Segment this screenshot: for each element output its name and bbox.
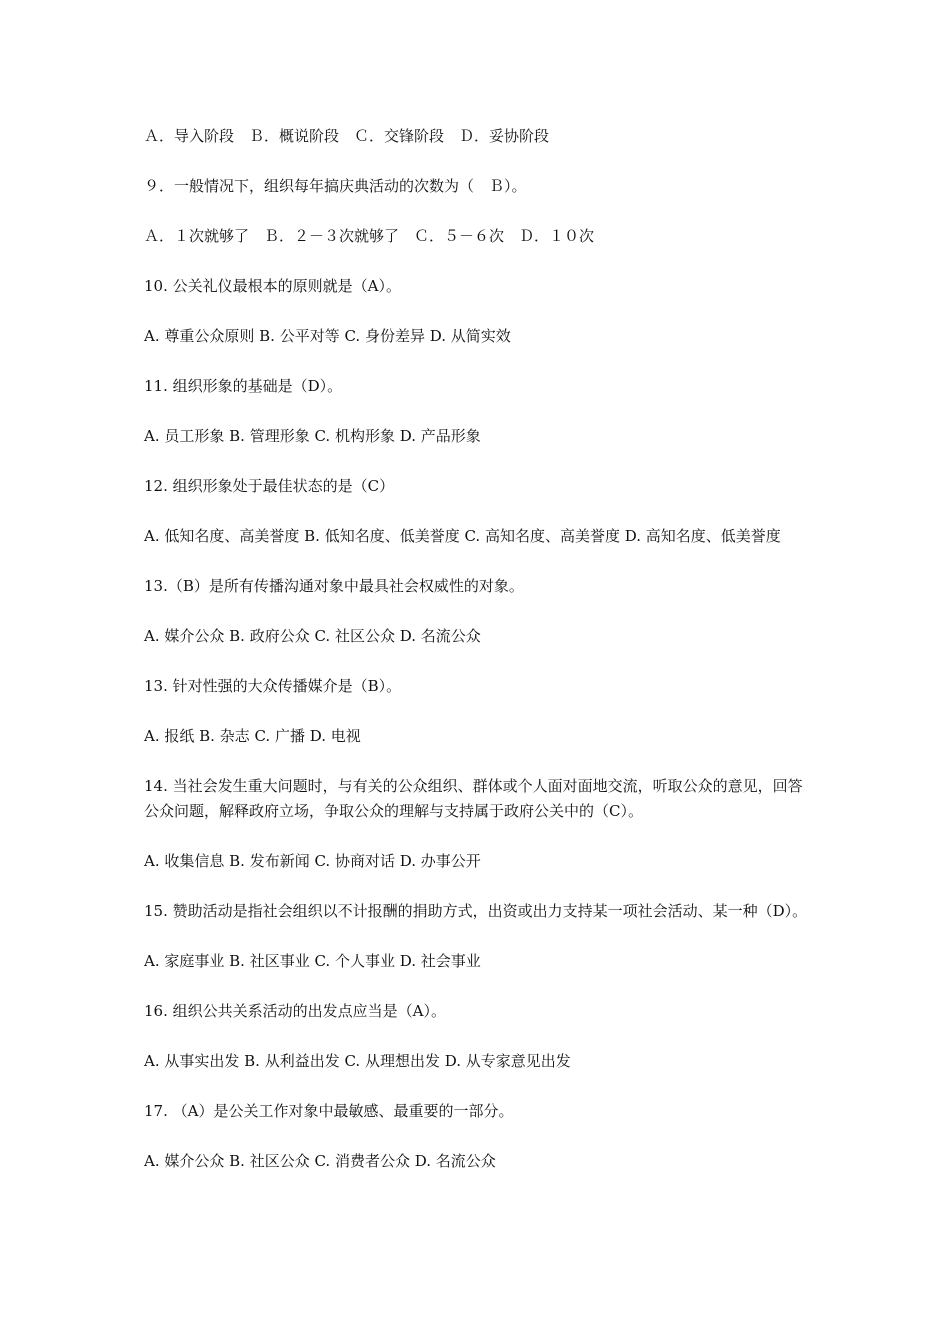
options-paragraph: A. 尊重公众原则 B. 公平对等 C. 身份差异 D. 从简实效 — [144, 327, 511, 345]
options-paragraph: A. 媒介公众 B. 政府公众 C. 社区公众 D. 名流公众 — [144, 627, 481, 645]
question-paragraph: ９．一般情况下，组织每年搞庆典活动的次数为（ Ｂ）。 — [144, 177, 527, 195]
options-paragraph: A. 收集信息 B. 发布新闻 C. 协商对话 D. 办事公开 — [144, 852, 481, 870]
options-paragraph: Ａ．导入阶段 Ｂ．概说阶段 Ｃ．交锋阶段 Ｄ．妥协阶段 — [144, 127, 550, 145]
options-paragraph: A. 低知名度、高美誉度 B. 低知名度、低美誉度 C. 高知名度、高美誉度 D. 高知名度、低美誉度 — [144, 527, 781, 545]
options-paragraph: A. 从事实出发 B. 从利益出发 C. 从理想出发 D. 从专家意见出发 — [144, 1052, 571, 1070]
question-paragraph: 15. 赞助活动是指社会组织以不计报酬的捐助方式，出资或出力支持某一项社会活动、某一种（D）。 — [144, 902, 808, 920]
question-paragraph: 11. 组织形象的基础是（D）。 — [144, 377, 343, 395]
options-paragraph: A. 媒介公众 B. 社区公众 C. 消费者公众 D. 名流公众 — [144, 1152, 496, 1170]
question-paragraph: 12. 组织形象处于最佳状态的是（C） — [144, 477, 395, 495]
options-paragraph: A. 报纸 B. 杂志 C. 广播 D. 电视 — [144, 727, 361, 745]
question-paragraph: 13. 针对性强的大众传播媒介是（B）。 — [144, 677, 402, 695]
question-paragraph: 14. 当社会发生重大问题时，与有关的公众组织、群体或个人面对面地交流，听取公众的意见，回答公众问题，解释政府立场，争取公众的理解与支持属于政府公关中的（C）。 — [144, 777, 803, 820]
options-paragraph: A. 家庭事业 B. 社区事业 C. 个人事业 D. 社会事业 — [144, 952, 481, 970]
options-paragraph: Ａ．１次就够了 Ｂ．２－３次就够了 Ｃ．５－６次 Ｄ．１０次 — [144, 227, 595, 245]
options-paragraph: A. 员工形象 B. 管理形象 C. 机构形象 D. 产品形象 — [144, 427, 481, 445]
question-paragraph: 16. 组织公共关系活动的出发点应当是（A）。 — [144, 1002, 446, 1020]
question-paragraph: 10. 公关礼仪最根本的原则就是（A）。 — [144, 277, 401, 295]
document-body — [144, 124, 816, 1199]
question-paragraph: 17. （A）是公关工作对象中最敏感、最重要的一部分。 — [144, 1102, 514, 1120]
question-paragraph: 13.（B）是所有传播沟通对象中最具社会权威性的对象。 — [144, 577, 524, 595]
